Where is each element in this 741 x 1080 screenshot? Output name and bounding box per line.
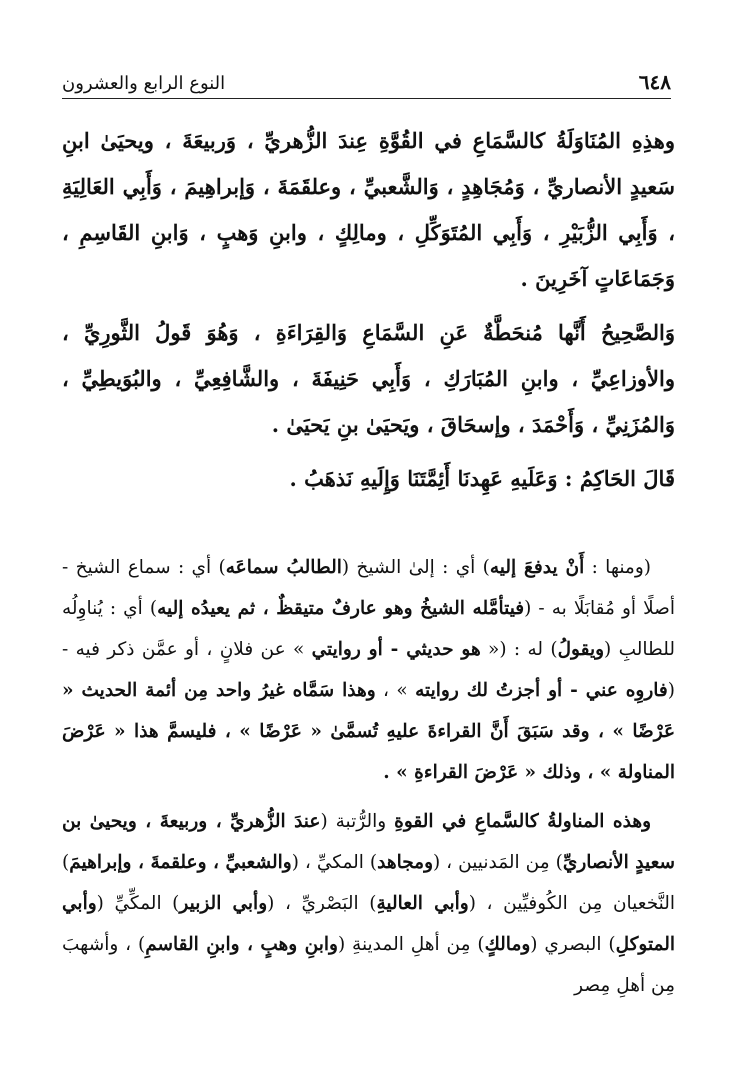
commentary-text: ) البَصْريِّ ، ( [267, 893, 377, 914]
commentary-text: ) مِن أهلِ المدينةِ ( [337, 934, 485, 955]
commentary-text: » ، [375, 680, 416, 701]
running-chapter-title: النوع الرابع والعشرون [62, 73, 226, 94]
commentary-text-block [62, 547, 675, 1014]
commentary-paragraph-2 [62, 801, 675, 1006]
commentary-matn-quote: أَنْ يدفعَ إليه [489, 557, 585, 578]
commentary-matn-quote: هو حديثي - أو روايتي [311, 639, 481, 660]
commentary-text: » عن فلانٍ ، أو عمَّن ذكر فيه - ( [62, 639, 675, 701]
matn-paragraph-3: قَالَ الحَاكِمُ : وَعَلَيهِ عَهِدنَا أَئِمَّتَنَا وَإِلَيهِ نَذهَبُ . [289, 466, 675, 491]
page-header [62, 60, 671, 99]
matn-text-block [62, 118, 675, 510]
commentary-matn-quote: وأبي المتوكلِ [62, 893, 675, 955]
commentary-text: ) المكِّيِّ ( [96, 893, 180, 914]
commentary-text: ) البصري ( [530, 934, 616, 955]
commentary-matn-quote: والشعبيِّ ، وعلقمةَ ، وإبراهيمَ [69, 852, 292, 873]
commentary-matn-quote: وهذا سَمَّاه غيرُ واحد مِن أئمة الحديث « عَرْضًا » ، وقد سَبَقَ أَنَّ القراءةَ عليهِ تُسمَّىٰ « عَرْضًا » ، فليسمَّ هذا « عَرْضَ المناولة » ، وذلك « عَرْضَ القراءةِ » . [62, 680, 675, 783]
commentary-text: (ومنها : [584, 557, 651, 578]
commentary-text: ) أي : سماع الشيخ - أصلًا أو مُقابَلًا به - ( [62, 557, 675, 619]
commentary-matn-quote: وأبي الزبير [179, 893, 268, 914]
commentary-text: ) النَّخعيان مِن الكُوفيِّين ، ( [62, 852, 675, 914]
commentary-matn-quote: وهذه المناولةُ كالسَّماعِ في القوةِ [394, 811, 652, 832]
commentary-text: ) مِن المَدنيين ، ( [433, 852, 563, 873]
commentary-text: ) أي : إلىٰ الشيخ ( [341, 557, 490, 578]
commentary-text: ) المكيِّ ، ( [291, 852, 378, 873]
commentary-matn-quote: فاروِه عني - أو أجزتُ لك روايته [415, 680, 668, 701]
matn-paragraph-1: وهذِهِ المُنَاوَلَةُ كالسَّمَاعِ في القُوَّةِ عِندَ الزُّهريِّ ، وَربيعَةَ ، ويحيَىٰ ابنِ سَعيدٍ الأنصاريِّ ، وَمُجَاهِدٍ ، وَالشَّعبيِّ ، وعلقَمَةَ ، وَإبراهِيمَ ، وَأَبِي العَالِيَةِ ، وَأَبِي الزُّبَيْرِ ، وَأَبِي المُتَوَكِّلِ ، ومالِكٍ ، وابنِ وَهبٍ ، وَابنِ القَاسِمِ ، وَجَمَاعَاتٍ آخَرِينَ . [62, 128, 675, 291]
commentary-matn-quote: عندَ الزُّهريِّ ، وربيعةَ ، ويحيىٰ بن سعيدٍ الأنصاريِّ [62, 811, 676, 873]
commentary-text: ) ، وأشهبَ مِن أهلِ مِصر [62, 934, 675, 996]
commentary-matn-quote: وأبي العاليةِ [376, 893, 469, 914]
commentary-text: ) له : (« [480, 639, 558, 660]
commentary-matn-quote: ويقولُ [557, 639, 605, 660]
page-number: ٦٤٨ [638, 70, 671, 94]
commentary-matn-quote: ومجاهد [377, 852, 433, 873]
commentary-matn-quote: ومالكٍ [484, 934, 531, 955]
commentary-matn-quote: فيتأمَّله الشيخُ وهو عارفٌ متيقظٌ ، ثم يعيدُه إليه [157, 598, 525, 619]
commentary-text: والرُّتبة ( [320, 811, 395, 832]
matn-paragraph-2: وَالصَّحِيحُ أَنَّها مُنحَطَّةٌ عَنِ السَّمَاعِ وَالقِرَاءَةِ ، وَهُوَ قَولُ الثَّورِيِّ ، والأوزاعِيِّ ، وابنِ المُبَارَكِ ، وَأَبِي حَنِيفَةَ ، والشَّافِعِيِّ ، والبُوَيطِيِّ ، وَالمُزَنِيِّ ، وَأَحْمَدَ ، وإسحَاقَ ، ويَحيَىٰ بنِ يَحيَىٰ . [62, 320, 675, 437]
commentary-paragraph-1 [62, 547, 675, 793]
commentary-text: ) أي : يُناوِلُه للطالبِ ( [62, 598, 675, 660]
commentary-matn-quote: الطالبُ سماعَه [225, 557, 342, 578]
commentary-matn-quote: وابنِ وهبٍ ، وابنِ القاسمِ [145, 934, 338, 955]
